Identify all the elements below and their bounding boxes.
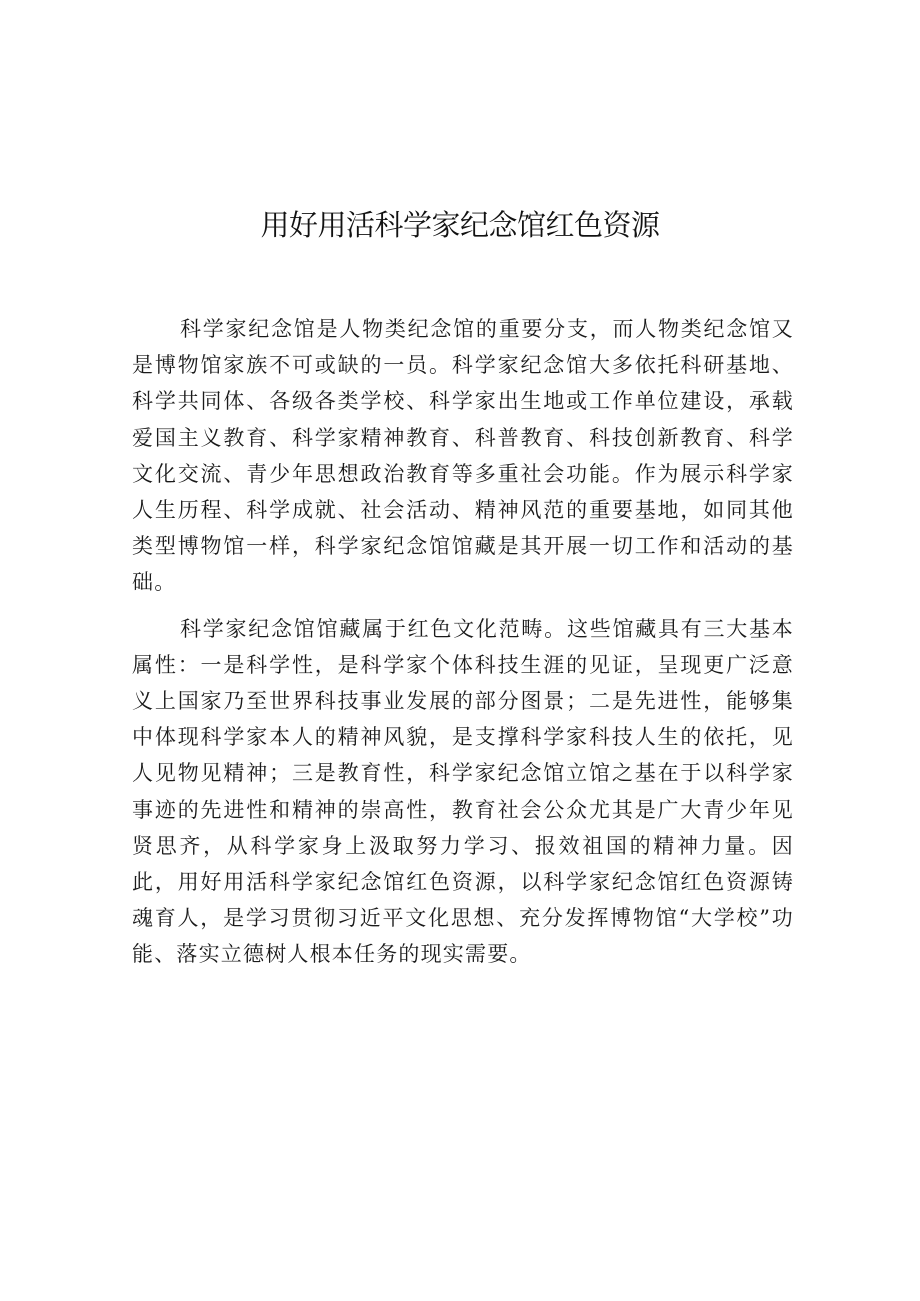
paragraph-1: 科学家纪念馆是人物类纪念馆的重要分支，而人物类纪念馆又是博物馆家族不可或缺的一员。科学家纪念馆大多依托科研基地、科学共同体、各级各类学校、科学家出生地或工作单位建设，承载爱国主义教育、科学家精神教育、科普教育、科技创新教育、科学文化交流、青少年思想政治教育等多重社会功能。作为展示科学家人生历程、科学成就、社会活动、精神风范的重要基地，如同其他类型博物馆一样，科学家纪念馆馆藏是其开展一切工作和活动的基础。 <box>132 317 794 595</box>
paragraph-2: 科学家纪念馆馆藏属于红色文化范畴。这些馆藏具有三大基本属性：一是科学性，是科学家个体科技生涯的见证，呈现更广泛意义上国家乃至世界科技事业发展的部分图景；二是先进性，能够集中体现科学家本人的精神风貌，是支撑科学家科技人生的依托，见人见物见精神；三是教育性，科学家纪念馆立馆之基在于以科学家事迹的先进性和精神的崇高性，教育社会公众尤其是广大青少年见贤思齐，从科学家身上汲取努力学习、报效祖国的精神力量。因此，用好用活科学家纪念馆红色资源，以科学家纪念馆红色资源铸魂育人，是学习贯彻习近平文化思想、充分发挥博物馆“大学校”功能、落实立德树人根本任务的现实需要。 <box>132 616 794 967</box>
document-body <box>132 311 794 983</box>
document-title: 用好用活科学家纪念馆红色资源 <box>260 208 660 242</box>
